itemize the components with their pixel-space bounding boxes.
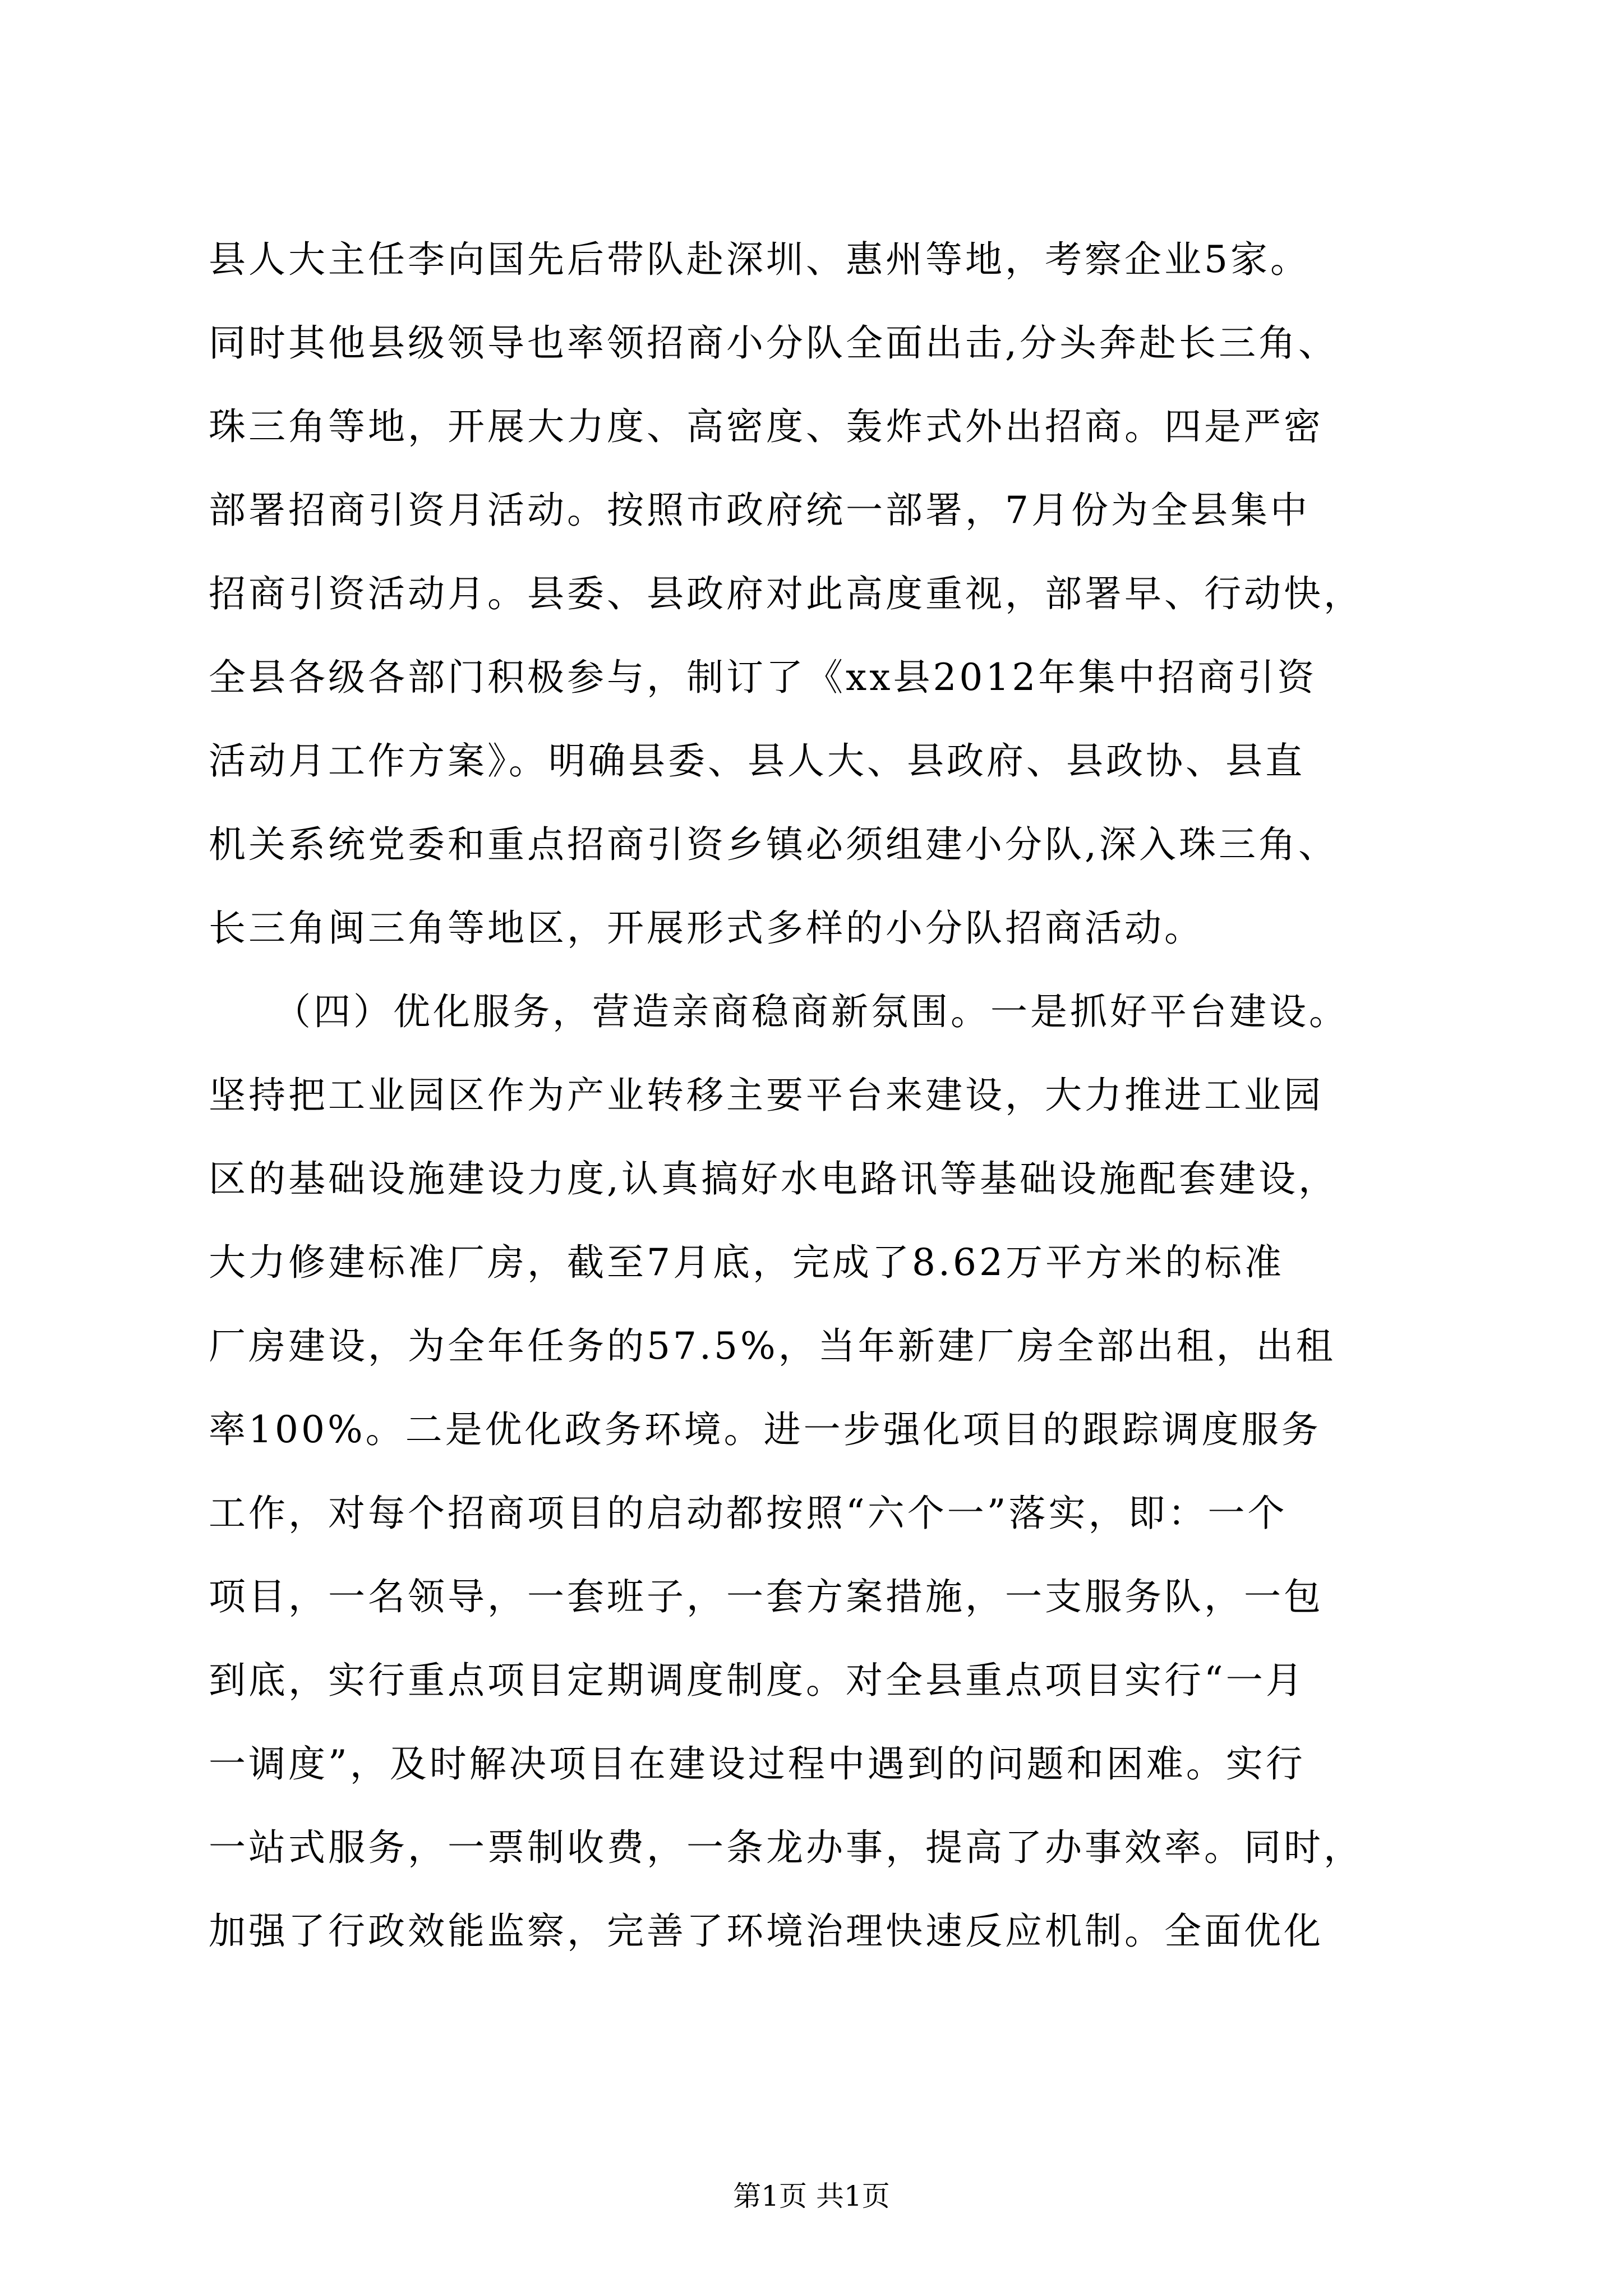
text-line: 活动月工作方案》。明确县委、县人大、县政府、县政协、县直	[209, 739, 1305, 783]
text-line: 大力修建标准厂房，截至7月底，完成了8.62万平方米的标准	[209, 1241, 1284, 1284]
text-line: 珠三角等地，开展大力度、高密度、轰炸式外出招商。四是严密	[209, 405, 1324, 448]
paragraph-start-line: （四）优化服务，营造亲商稳商新氛围。一是抓好平台建设。	[274, 990, 1349, 1033]
text-line: 区的基础设施建设力度,认真搞好水电路讯等基础设施配套建设，	[209, 1157, 1338, 1200]
text-line: 机关系统党委和重点招商引资乡镇必须组建小分队,深入珠三角、	[209, 823, 1338, 866]
text-line: 长三角闽三角等地区，开展形式多样的小分队招商活动。	[209, 907, 1204, 950]
text-line: 同时其他县级领导也率领招商小分队全面出击,分头奔赴长三角、	[209, 321, 1338, 365]
text-line: 加强了行政效能监察，完善了环境治理快速反应机制。全面优化	[209, 1910, 1324, 1953]
text-line: 县人大主任李向国先后带队赴深圳、惠州等地，考察企业5家。	[209, 238, 1310, 281]
text-line: 招商引资活动月。县委、县政府对此高度重视，部署早、行动快，	[209, 572, 1363, 615]
page-number-footer: 第1页 共1页	[733, 2180, 890, 2212]
text-line: 部署招商引资月活动。按照市政府统一部署，7月份为全县集中	[209, 489, 1310, 532]
text-line: 一站式服务，一票制收费，一条龙办事，提高了办事效率。同时，	[209, 1826, 1363, 1869]
text-line: 到底，实行重点项目定期调度制度。对全县重点项目实行“一月	[209, 1659, 1306, 1702]
body-text	[209, 218, 1442, 1973]
text-line: 率100%。二是优化政务环境。进一步强化项目的跟踪调度服务	[209, 1408, 1321, 1451]
text-line: 一调度”，及时解决项目在建设过程中遇到的问题和困难。实行	[209, 1742, 1306, 1786]
text-line: 项目，一名领导，一套班子，一套方案措施，一支服务队，一包	[209, 1575, 1324, 1618]
text-line: 全县各级各部门积极参与，制订了《xx县2012年集中招商引资	[209, 656, 1317, 699]
text-line: 厂房建设，为全年任务的57.5%，当年新建厂房全部出租，出租	[209, 1324, 1336, 1368]
text-line: 坚持把工业园区作为产业转移主要平台来建设，大力推进工业园	[209, 1074, 1324, 1117]
text-line: 工作，对每个招商项目的启动都按照“六个一”落实，即：一个	[209, 1492, 1288, 1535]
